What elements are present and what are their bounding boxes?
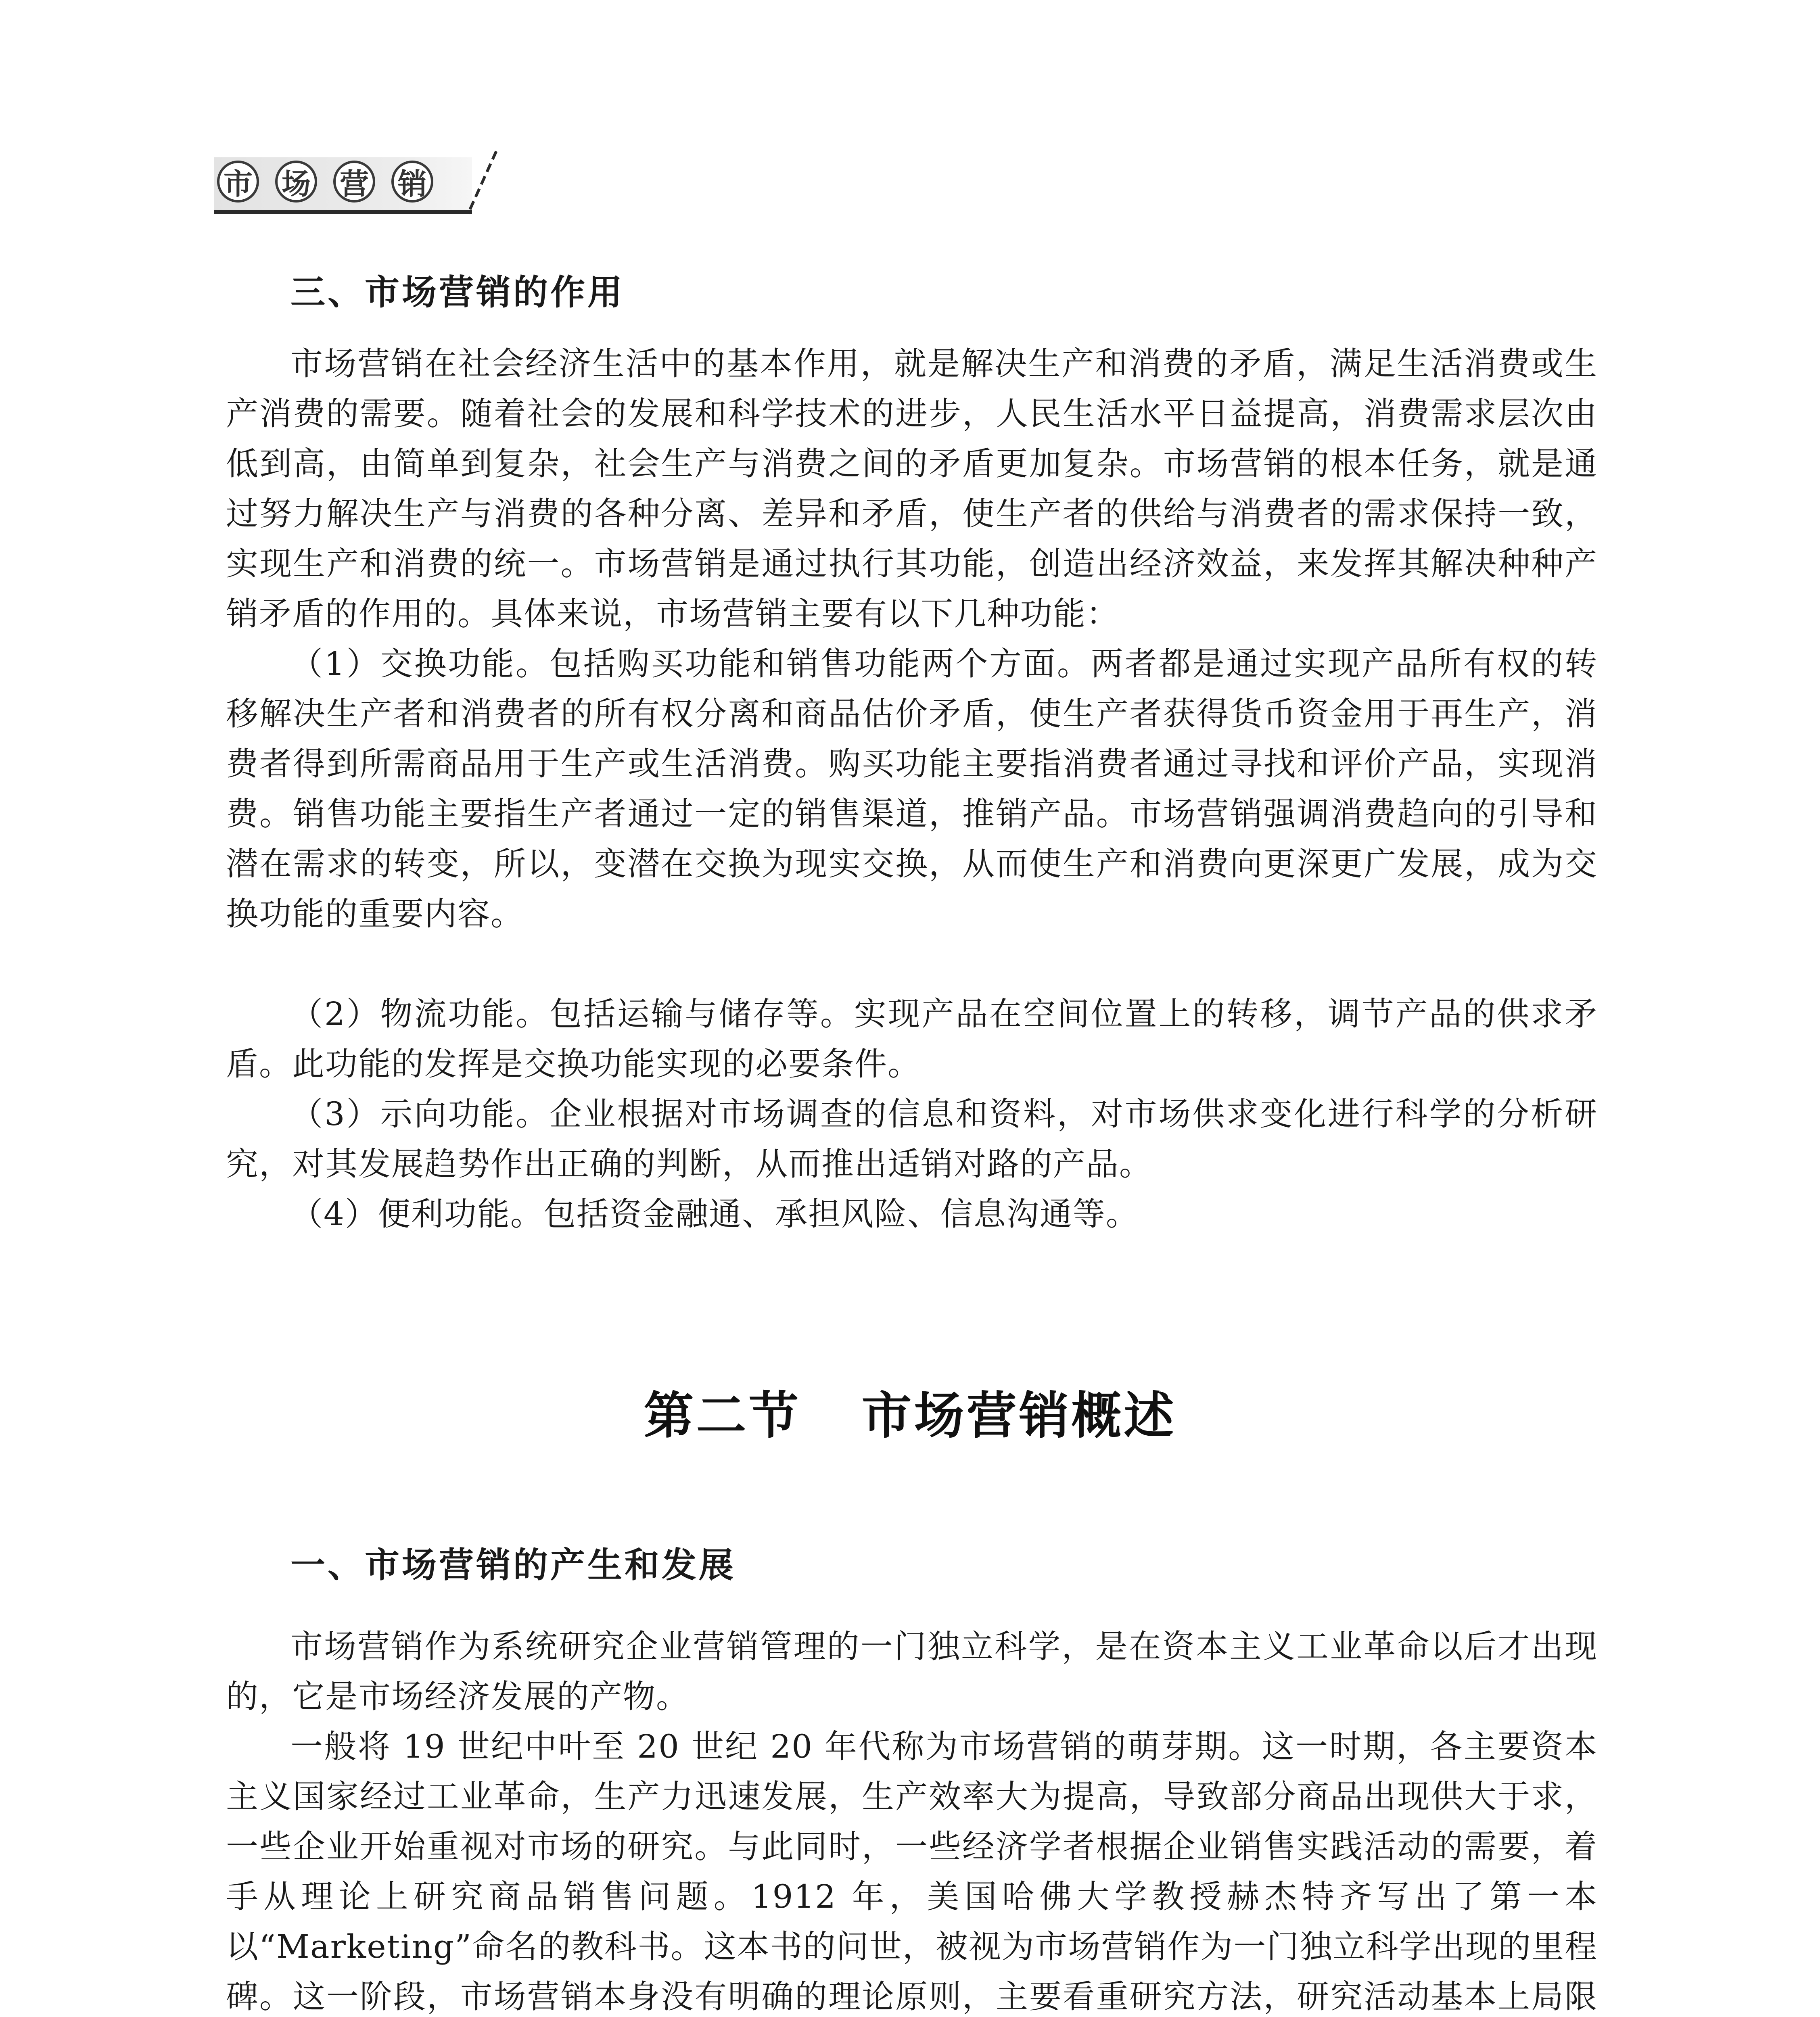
- paragraph: 市场营销作为系统研究企业营销管理的一门独立科学，是在资本主义工业革命以后才出现的，它是市场经济发展的产物。: [226, 1628, 1598, 1715]
- paragraph: （2）物流功能。包括运输与储存等。实现产品在空间位置上的转移，调节产品的供求矛盾。此功能的发挥是交换功能实现的必要条件。: [226, 995, 1598, 1083]
- header-char: 场: [275, 161, 317, 203]
- chapter-number: 第二节: [644, 1386, 801, 1445]
- paragraph: （4）便利功能。包括资金融通、承担风险、信息沟通等。: [290, 1195, 1139, 1233]
- header-char: 销: [391, 161, 433, 203]
- chapter-title: [0, 1376, 1820, 1447]
- paragraph: （1）交换功能。包括购买功能和销售功能两个方面。两者都是通过实现产品所有权的转移解决生产者和消费者的所有权分离和商品估价矛盾，使生产者获得货币资金用于再生产，消费者得到所需商品用于生产或生活消费。购买功能主要指消费者通过寻找和评价产品，实现消费。销售功能主要指生产者通过一定的销售渠道，推销产品。市场营销强调消费趋向的引导和潜在需求的转变，所以，变潜在交换为现实交换，从而使生产和消费向更深更广发展，成为交换功能的重要内容。: [226, 645, 1598, 933]
- section-heading: 一、市场营销的产生和发展: [290, 1545, 736, 1585]
- section-heading: 三、市场营销的作用: [290, 272, 625, 313]
- header-char: 市: [217, 161, 259, 203]
- header-slash-ornament: [464, 149, 500, 218]
- chapter-name: 市场营销概述: [861, 1386, 1176, 1445]
- paragraph: （3）示向功能。企业根据对市场调查的信息和资料，对市场供求变化进行科学的分析研究，对其发展趋势作出正确的判断，从而推出适销对路的产品。: [226, 1095, 1598, 1183]
- paragraph: 一般将 19 世纪中叶至 20 世纪 20 年代称为市场营销的萌芽期。这一时期，各主要资本主义国家经过工业革命，生产力迅速发展，生产效率大为提高，导致部分商品出现供大于求，一些企业开始重视对市场的研究。与此同时，一些经济学者根据企业销售实践活动的需要，着手从理论上研究商品销售问题。1912 年，美国哈佛大学教授赫杰特齐写出了第一本以“Marketing”命名的教科书。这本书的问世，被视为市场营销作为一门独立科学出现的里程碑。这一阶段，市场营销本身没有明确的理论原则，主要看重研究方法，研究活动基本上局限: [226, 1728, 1598, 2015]
- paragraph: 市场营销在社会经济生活中的基本作用，就是解决生产和消费的矛盾，满足生活消费或生产消费的需要。随着社会的发展和科学技术的进步，人民生活水平日益提高，消费需求层次由低到高，由简单到复杂，社会生产与消费之间的矛盾更加复杂。市场营销的根本任务，就是通过努力解决生产与消费的各种分离、差异和矛盾，使生产者的供给与消费者的需求保持一致，实现生产和消费的统一。市场营销是通过执行其功能，创造出经济效益，来发挥其解决种种产销矛盾的作用的。具体来说，市场营销主要有以下几种功能：: [226, 345, 1598, 633]
- running-header: [214, 149, 504, 218]
- header-char: 营: [333, 161, 375, 203]
- running-header-title: [217, 161, 433, 203]
